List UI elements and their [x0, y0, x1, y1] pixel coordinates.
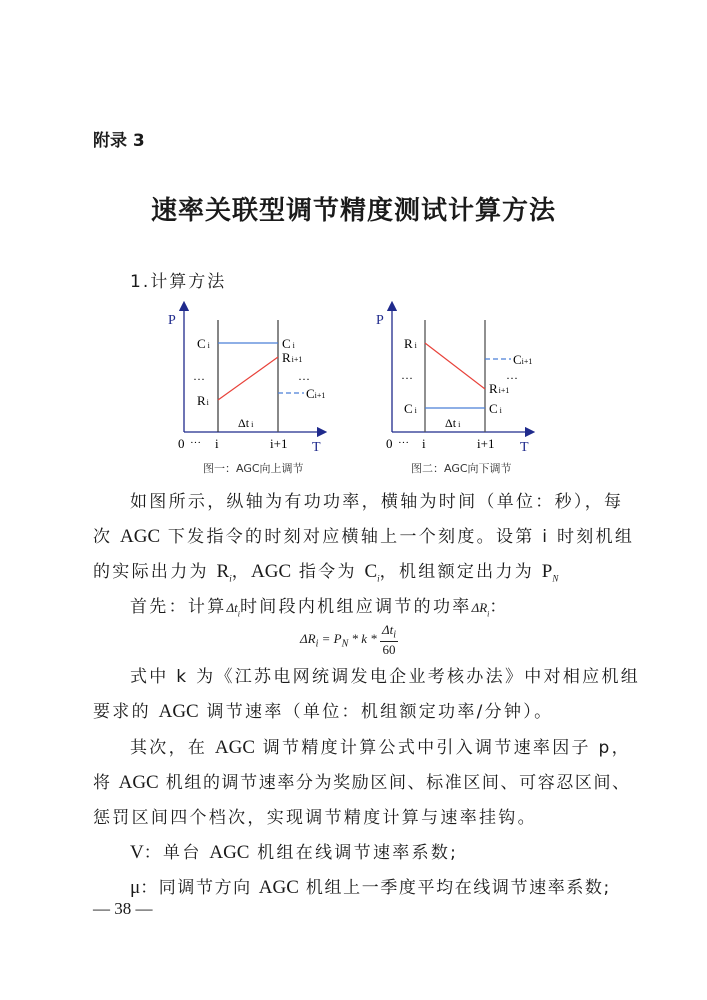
svg-text:i+1: i+1 — [477, 436, 495, 451]
paragraph-line: 次 AGC 下发指令的时刻对应横轴上一个刻度。设第 i 时刻机组 — [93, 526, 635, 547]
paragraph-line: 式中 k 为《江苏电网统调发电企业考核办法》中对相应机组 — [130, 667, 641, 687]
svg-text:···: ··· — [506, 371, 518, 385]
definition-v: V：单台 AGC 机组在线调节速率系数; — [130, 842, 459, 863]
svg-text:0: 0 — [178, 436, 185, 451]
svg-text:Ci: Ci — [282, 336, 295, 351]
svg-text:···: ··· — [298, 372, 310, 386]
svg-text:Δti: Δt i — [238, 416, 254, 430]
figure-agc-up — [160, 300, 350, 480]
svg-text:Ri: Ri — [197, 393, 209, 408]
formula: $\Delta R_i = P_N * k$ * $\frac{\Delta t_i}{60}$ — [300, 622, 397, 657]
page-title: 速率关联型调节精度测试计算方法 — [150, 196, 556, 226]
p-label: P — [376, 313, 384, 328]
svg-text:i: i — [215, 436, 219, 451]
svg-text:···: ··· — [401, 371, 413, 385]
paragraph-line: 惩罚区间四个档次，实现调节精度计算与速率挂钩。 — [93, 808, 537, 828]
svg-text:Ci: Ci — [197, 336, 210, 351]
paragraph-line: 如图所示，纵轴为有功功率，横轴为时间（单位：秒），每 — [130, 492, 624, 512]
t-label: T — [520, 440, 529, 455]
figure-agc-down — [368, 300, 558, 480]
paragraph-line: 其次，在 AGC 调节精度计算公式中引入调节速率因子 p， — [130, 737, 631, 758]
figure-caption: 图二：AGC向下调节 — [411, 462, 512, 475]
svg-text:Ri: Ri — [404, 336, 417, 351]
figure-caption: 图一：AGC向上调节 — [203, 462, 304, 475]
definition-mu: μ：同调节方向 AGC 机组上一季度平均在线调节速率系数; — [130, 877, 611, 898]
svg-text:i+1: i+1 — [270, 436, 288, 451]
svg-text:···: ··· — [190, 437, 201, 449]
t-label: T — [312, 440, 321, 455]
svg-text:Ci+1: Ci+1 — [306, 386, 326, 401]
svg-text:0: 0 — [386, 436, 393, 451]
svg-text:Δti: Δt i — [445, 416, 461, 430]
svg-text:i: i — [422, 436, 426, 451]
appendix-label: 附录 3 — [93, 131, 145, 151]
svg-text:Ci: Ci — [489, 401, 502, 416]
svg-text:···: ··· — [193, 372, 205, 386]
paragraph-line: 首先：计算$\Delta t_i$时间段内机组应调节的功率$\Delta R_i$： — [130, 597, 509, 619]
p-label: P — [168, 313, 176, 328]
svg-text:···: ··· — [398, 437, 409, 449]
svg-text:Ri+1: Ri+1 — [489, 381, 510, 396]
actual-line — [425, 343, 485, 389]
actual-line — [218, 357, 278, 400]
page-number: — 38 — — [93, 899, 153, 918]
svg-text:Ci+1: Ci+1 — [513, 352, 533, 367]
paragraph-line: 要求的 AGC 调节速率（单位：机组额定功率/分钟）。 — [93, 701, 554, 722]
svg-text:Ri+1: Ri+1 — [282, 350, 303, 365]
paragraph-line: 将 AGC 机组的调节速率分为奖励区间、标准区间、可容忍区间、 — [93, 772, 631, 793]
paragraph-line: 的实际出力为 $R_i$，AGC 指令为 $C_i$，机组额定出力为 $P_N$ — [93, 561, 559, 584]
svg-text:Ci: Ci — [404, 401, 417, 416]
section-heading: 1.计算方法 — [130, 272, 227, 292]
